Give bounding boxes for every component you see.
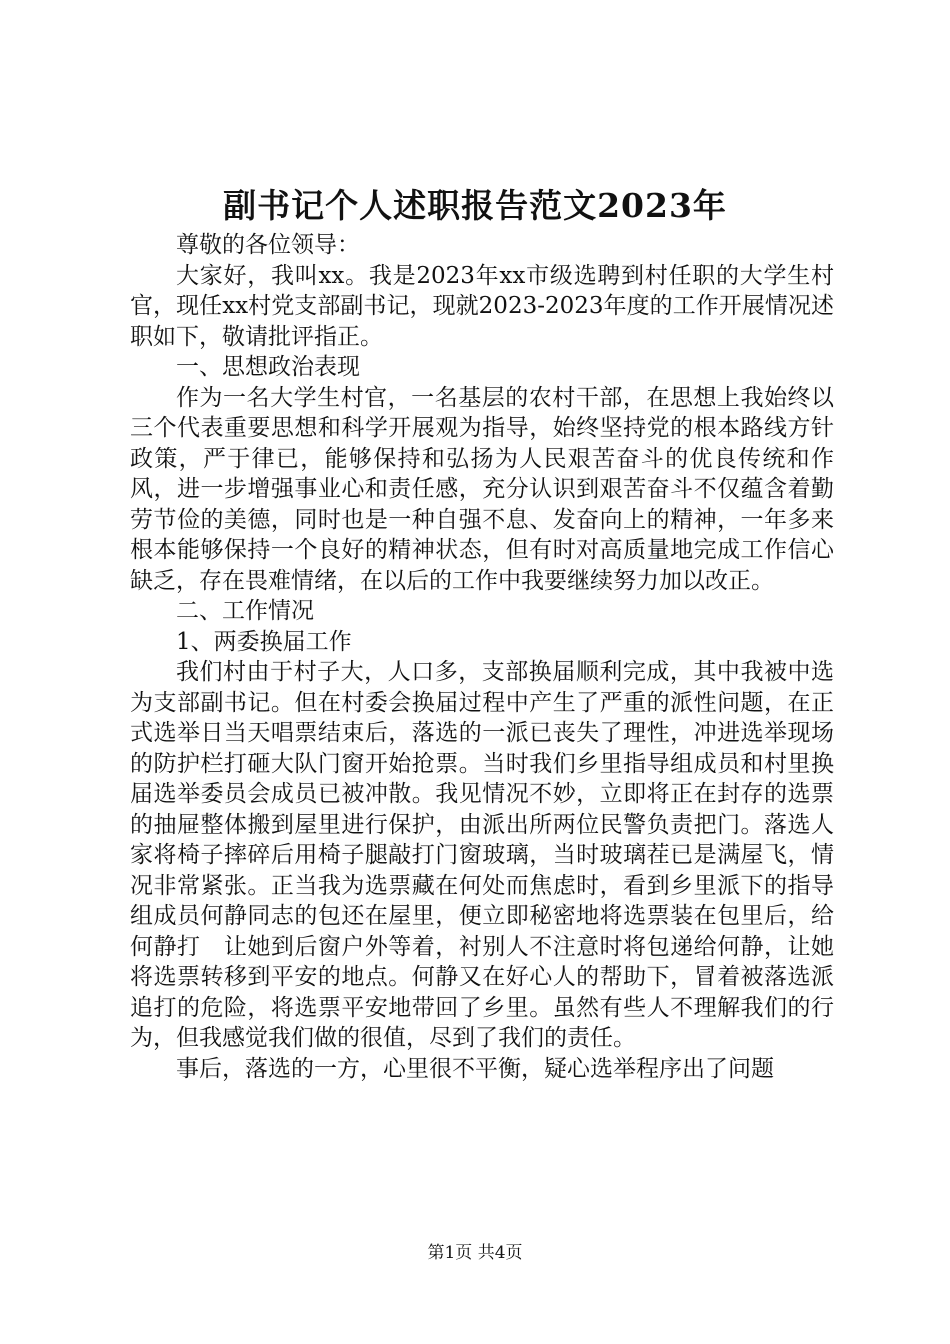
paragraph-election: 我们村由于村子大，人口多，支部换届顺利完成，其中我被中选为支部副书记。但在村委会换届过程中产生了严重的派性问题，在正式选举日当天唱票结束后，落选的一派已丧失了理性，冲进选举现场的防护栏打砸大队门窗开始抢票。当时我们乡里指导组成员和村里换届选举委员会成员已被冲散。我见情况不妙，立即将正在封存的选票的抽屉整体搬到屋里进行保护，由派出所两位民警负责把门。落选人家将椅子摔碎后用椅子腿敲打门窗玻璃，当时玻璃茬已是满屋飞，情况非常紧张。正当我为选票藏在何处而焦虑时，看到乡里派下的指导组成员何静同志的包还在屋里，便立即秘密地将选票装在包里后，给何静打 让她到后窗户外等着，衬别人不注意时将包递给何静，让她将选票转移到平安的地点。何静又在好心人的帮助下，冒着被落选派追打的危险，将选票平安地带回了乡里。虽然有些人不理解我们的行为，但我感觉我们做的很值，尽到了我们的责任。 (130, 659, 834, 1051)
section-heading-work: 二、工作情况 (176, 598, 314, 624)
section-heading-political: 一、思想政治表现 (176, 354, 360, 380)
paragraph-political: 作为一名大学生村官，一名基层的农村干部，在思想上我始终以三个代表重要思想和科学开展观为指导，始终坚持党的根本路线方针政策，严于律已，能够保持和弘扬为人民艰苦奋斗的优良传统和作风，进一步增强事业心和责任感，充分认识到艰苦奋斗不仅蕴含着勤劳节俭的美德，同时也是一种自强不息、发奋向上的精神，一年多来根本能够保持一个良好的精神状态，但有时对高质量地完成工作信心缺乏，存在畏难情绪，在以后的工作中我要继续努力加以改正。 (130, 384, 834, 594)
page-number: 第1页 共4页 (427, 1243, 523, 1263)
document-body (130, 230, 834, 1084)
document-title: 副书记个人述职报告范文2023年 (223, 186, 727, 225)
salutation: 尊敬的各位领导： (176, 232, 360, 258)
paragraph-intro: 大家好，我叫xx。我是2023年xx市级选聘到村任职的大学生村官，现任xx村党支部副书记，现就2023-2023年度的工作开展情况述职如下，敬请批评指正。 (130, 262, 834, 350)
subsection-heading-election: 1、两委换届工作 (176, 628, 352, 655)
paragraph-aftermath: 事后，落选的一方，心里很不平衡，疑心选举程序出了问题 (176, 1055, 774, 1082)
